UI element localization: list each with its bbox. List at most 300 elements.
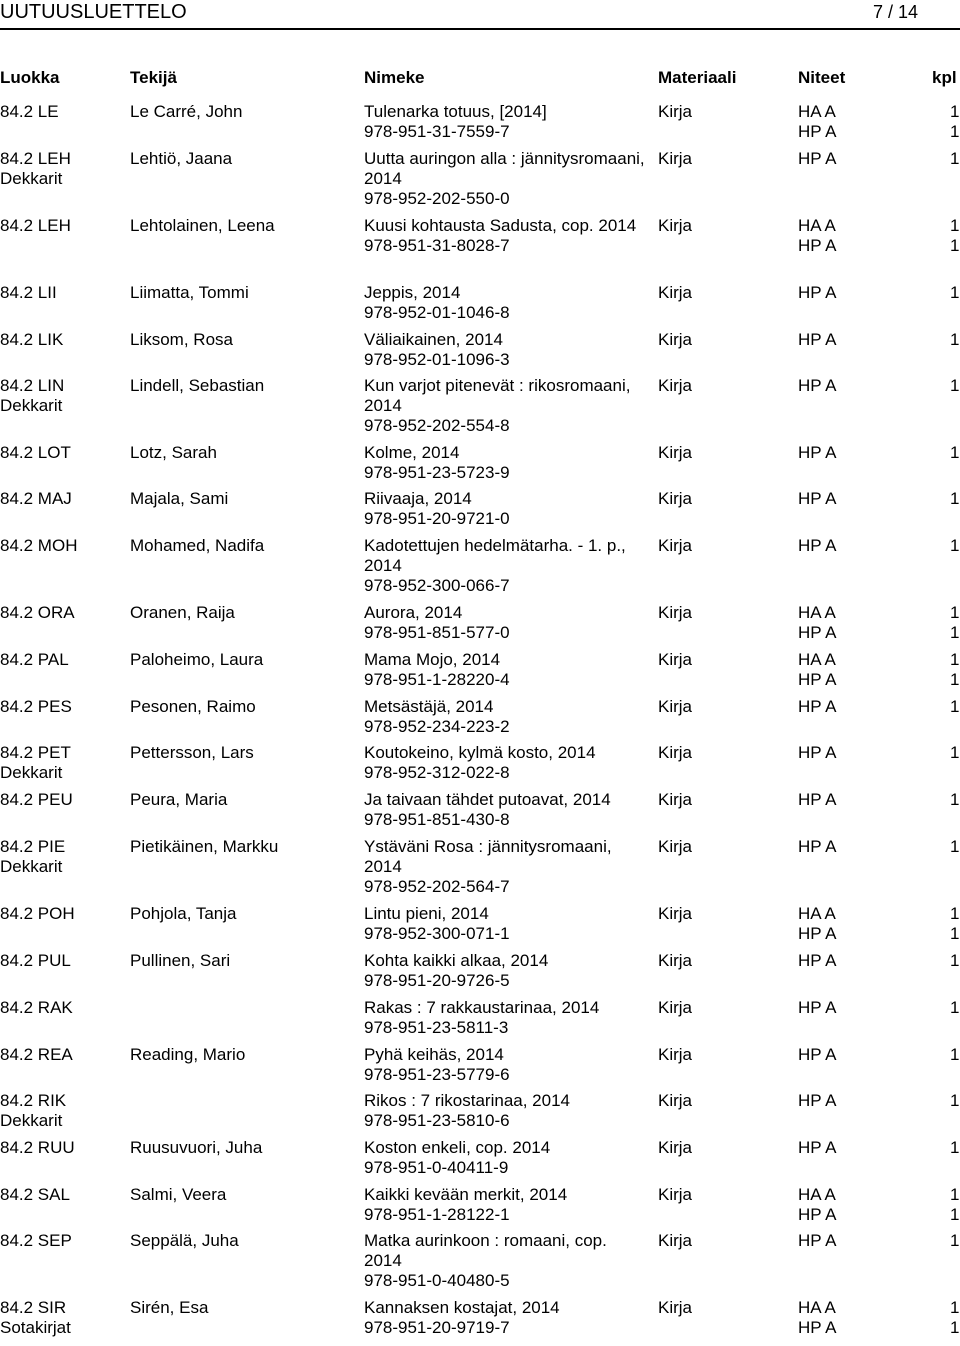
location-line: HP A: [798, 443, 837, 462]
isbn-text: 978-952-312-022-8: [364, 763, 510, 782]
column-header-kpl: kpl: [932, 68, 957, 87]
luokka-line: 84.2 SIR: [0, 1298, 67, 1317]
title-cell: [364, 536, 649, 596]
luokka-line: 84.2 SAL: [0, 1185, 70, 1204]
location-line: HA A: [798, 650, 836, 669]
author-cell: Oranen, Raija: [130, 603, 235, 622]
luokka-line: Dekkarit: [0, 1111, 63, 1130]
location-line: HP A: [798, 623, 837, 642]
title-text: Väliaikainen, 2014: [364, 330, 503, 349]
author-cell: Lehtiö, Jaana: [130, 149, 233, 168]
luokka-cell: [0, 1298, 71, 1338]
copies-location-cell: [798, 837, 836, 857]
title-cell: [364, 697, 649, 737]
copies-location-cell: [798, 1185, 836, 1225]
luokka-line: Sotakirjat: [0, 1318, 71, 1337]
catalog-row: [0, 697, 960, 743]
count-cell: [950, 790, 959, 810]
material-cell: Kirja: [658, 330, 693, 349]
title-cell: [364, 1185, 649, 1225]
isbn-text: 978-951-20-9726-5: [364, 971, 510, 990]
luokka-cell: [0, 489, 72, 509]
material-cell: Kirja: [658, 149, 693, 168]
location-line: HP A: [798, 1091, 837, 1110]
title-cell: [364, 1231, 649, 1291]
title-text: Koston enkeli, cop. 2014: [364, 1138, 551, 1157]
column-header-niteet: Niteet: [798, 68, 846, 87]
title-cell: [364, 489, 649, 529]
isbn-text: 978-951-851-430-8: [364, 810, 510, 829]
title-text: Kohta kaikki alkaa, 2014: [364, 951, 549, 970]
catalog-row: [0, 536, 960, 603]
copies-location-cell: [798, 650, 836, 690]
title-cell: [364, 951, 649, 991]
material-cell: Kirja: [658, 998, 693, 1017]
count-cell: [950, 1298, 959, 1338]
isbn-text: 978-951-851-577-0: [364, 623, 510, 642]
author-cell: Lotz, Sarah: [130, 443, 217, 462]
count-line: 1: [950, 1091, 960, 1110]
location-line: HP A: [798, 376, 837, 395]
count-line: 1: [950, 1298, 960, 1317]
catalog-row: [0, 216, 960, 283]
material-cell: Kirja: [658, 443, 693, 462]
luokka-cell: [0, 837, 65, 877]
catalog-row: [0, 489, 960, 536]
location-line: HP A: [798, 536, 837, 555]
title-cell: [364, 149, 649, 209]
author-cell: Reading, Mario: [130, 1045, 246, 1064]
location-line: HP A: [798, 122, 837, 141]
catalog-row: [0, 904, 960, 951]
count-line: 1: [950, 904, 960, 923]
material-cell: Kirja: [658, 1138, 693, 1157]
location-line: HP A: [798, 1318, 837, 1337]
material-cell: Kirja: [658, 283, 693, 302]
copies-location-cell: [798, 330, 836, 350]
material-cell: Kirja: [658, 650, 693, 669]
page-title: UUTUUSLUETTELO: [0, 1, 187, 23]
location-line: HP A: [798, 1205, 837, 1224]
material-cell: Kirja: [658, 536, 693, 555]
luokka-line: 84.2 REA: [0, 1045, 73, 1064]
location-line: HP A: [798, 283, 837, 302]
count-line: 1: [950, 489, 960, 508]
count-cell: [950, 1091, 959, 1111]
copies-location-cell: [798, 1091, 836, 1111]
material-cell: Kirja: [658, 790, 693, 809]
copies-location-cell: [798, 904, 836, 944]
location-line: HP A: [798, 790, 837, 809]
title-text: Aurora, 2014: [364, 603, 463, 622]
author-cell: Seppälä, Juha: [130, 1231, 239, 1250]
count-cell: [950, 443, 959, 463]
title-text: Mama Mojo, 2014: [364, 650, 501, 669]
luokka-cell: [0, 1185, 70, 1205]
author-cell: Mohamed, Nadifa: [130, 536, 265, 555]
count-cell: [950, 330, 959, 350]
copies-location-cell: [798, 376, 836, 396]
title-text: Kannaksen kostajat, 2014: [364, 1298, 560, 1317]
luokka-cell: [0, 1045, 73, 1065]
title-text: Pyhä keihäs, 2014: [364, 1045, 504, 1064]
count-line: 1: [950, 1205, 960, 1224]
copies-location-cell: [798, 603, 836, 643]
luokka-cell: [0, 1138, 75, 1158]
title-text: Kun varjot pitenevät : rikosromaani, 2014: [364, 376, 631, 415]
location-line: HP A: [798, 924, 837, 943]
material-cell: Kirja: [658, 1045, 693, 1064]
catalog-row: [0, 283, 960, 330]
column-header-luokka: Luokka: [0, 68, 60, 87]
author-cell: Liimatta, Tommi: [130, 283, 249, 302]
count-line: 1: [950, 536, 960, 555]
title-text: Koutokeino, kylmä kosto, 2014: [364, 743, 596, 762]
title-text: Kolme, 2014: [364, 443, 460, 462]
column-header-tekija: Tekijä: [130, 68, 177, 87]
title-text: Riivaaja, 2014: [364, 489, 472, 508]
title-cell: [364, 443, 649, 483]
author-cell: Salmi, Veera: [130, 1185, 227, 1204]
title-cell: [364, 998, 649, 1038]
luokka-cell: [0, 376, 64, 416]
title-text: Tulenarka totuus, [2014]: [364, 102, 547, 121]
copies-location-cell: [798, 489, 836, 509]
material-cell: Kirja: [658, 1231, 693, 1250]
luokka-line: Dekkarit: [0, 169, 63, 188]
luokka-line: 84.2 SEP: [0, 1231, 72, 1250]
title-cell: [364, 650, 649, 690]
luokka-line: 84.2 PET: [0, 743, 71, 762]
isbn-text: 978-952-234-223-2: [364, 717, 510, 736]
title-text: Uutta auringon alla : jännitysromaani, 2014: [364, 149, 645, 188]
author-cell: Ruusuvuori, Juha: [130, 1138, 263, 1157]
material-cell: Kirja: [658, 743, 693, 762]
luokka-cell: [0, 102, 59, 122]
luokka-line: 84.2 MOH: [0, 536, 78, 555]
count-line: 1: [950, 236, 960, 255]
catalog-row: [0, 1298, 960, 1346]
isbn-text: 978-952-300-066-7: [364, 576, 510, 595]
material-cell: Kirja: [658, 489, 693, 508]
location-line: HA A: [798, 603, 836, 622]
title-text: Metsästäjä, 2014: [364, 697, 494, 716]
luokka-cell: [0, 1091, 66, 1131]
count-line: 1: [950, 149, 960, 168]
title-cell: [364, 102, 649, 142]
isbn-text: 978-952-202-554-8: [364, 416, 510, 435]
title-cell: [364, 904, 649, 944]
catalog-row: [0, 1185, 960, 1231]
title-cell: [364, 376, 649, 436]
count-cell: [950, 216, 959, 256]
count-cell: [950, 376, 959, 396]
luokka-line: 84.2 LOT: [0, 443, 71, 462]
catalog-row: [0, 1091, 960, 1138]
count-cell: [950, 837, 959, 857]
count-cell: [950, 149, 959, 169]
title-cell: [364, 1138, 649, 1178]
location-line: HP A: [798, 837, 837, 856]
catalog-row: [0, 330, 960, 376]
material-cell: Kirja: [658, 1091, 693, 1110]
luokka-line: 84.2 POH: [0, 904, 75, 923]
author-cell: Lehtolainen, Leena: [130, 216, 275, 235]
isbn-text: 978-951-31-8028-7: [364, 236, 510, 255]
isbn-text: 978-952-202-564-7: [364, 877, 510, 896]
count-cell: [950, 904, 959, 944]
copies-location-cell: [798, 1231, 836, 1251]
title-cell: [364, 790, 649, 830]
luokka-line: 84.2 PUL: [0, 951, 71, 970]
isbn-text: 978-952-01-1046-8: [364, 303, 510, 322]
catalog-row: [0, 1138, 960, 1185]
count-cell: [950, 697, 959, 717]
count-line: 1: [950, 1138, 960, 1157]
count-line: 1: [950, 623, 960, 642]
count-cell: [950, 489, 959, 509]
luokka-cell: [0, 743, 71, 783]
count-line: 1: [950, 650, 960, 669]
title-text: Kuusi kohtausta Sadusta, cop. 2014: [364, 216, 637, 235]
isbn-text: 978-951-31-7559-7: [364, 122, 510, 141]
author-cell: Paloheimo, Laura: [130, 650, 264, 669]
catalog-row: [0, 650, 960, 697]
catalog-list: [0, 102, 960, 1346]
count-cell: [950, 1138, 959, 1158]
copies-location-cell: [798, 216, 836, 256]
count-line: 1: [950, 697, 960, 716]
location-line: HP A: [798, 951, 837, 970]
copies-location-cell: [798, 1045, 836, 1065]
count-cell: [950, 1045, 959, 1065]
luokka-cell: [0, 149, 71, 189]
luokka-line: 84.2 MAJ: [0, 489, 72, 508]
catalog-row: [0, 790, 960, 837]
location-line: HA A: [798, 1298, 836, 1317]
title-cell: [364, 216, 649, 256]
luokka-cell: [0, 443, 71, 463]
luokka-cell: [0, 330, 63, 350]
isbn-text: 978-951-0-40411-9: [364, 1158, 509, 1177]
isbn-text: 978-951-20-9719-7: [364, 1318, 510, 1337]
luokka-line: 84.2 LEH: [0, 149, 71, 168]
author-cell: Le Carré, John: [130, 102, 243, 121]
count-cell: [950, 536, 959, 556]
author-cell: Pohjola, Tanja: [130, 904, 237, 923]
luokka-line: 84.2 RAK: [0, 998, 73, 1017]
count-cell: [950, 1231, 959, 1251]
catalog-row: [0, 743, 960, 790]
count-line: 1: [950, 998, 960, 1017]
isbn-text: 978-951-23-5779-6: [364, 1065, 510, 1084]
location-line: HA A: [798, 216, 836, 235]
luokka-line: Dekkarit: [0, 857, 63, 876]
location-line: HP A: [798, 236, 837, 255]
title-cell: [364, 603, 649, 643]
copies-location-cell: [798, 149, 836, 169]
luokka-line: 84.2 LE: [0, 102, 59, 121]
location-line: HP A: [798, 1231, 837, 1250]
title-cell: [364, 1045, 649, 1085]
location-line: HP A: [798, 670, 837, 689]
isbn-text: 978-951-1-28220-4: [364, 670, 510, 689]
title-cell: [364, 1091, 649, 1131]
catalog-row: [0, 603, 960, 650]
author-cell: Pietikäinen, Markku: [130, 837, 279, 856]
copies-location-cell: [798, 1138, 836, 1158]
catalog-row: [0, 102, 960, 149]
location-line: HP A: [798, 697, 837, 716]
isbn-text: 978-951-0-40480-5: [364, 1271, 510, 1290]
title-rule: [0, 28, 960, 30]
count-line: 1: [950, 330, 960, 349]
luokka-cell: [0, 697, 72, 717]
title-cell: [364, 743, 649, 783]
luokka-line: Dekkarit: [0, 763, 63, 782]
title-text: Ystäväni Rosa : jännitysromaani, 2014: [364, 837, 612, 876]
isbn-text: 978-951-23-5723-9: [364, 463, 510, 482]
location-line: HA A: [798, 904, 836, 923]
title-text: Matka aurinkoon : romaani, cop. 2014: [364, 1231, 607, 1270]
copies-location-cell: [798, 1298, 836, 1338]
material-cell: Kirja: [658, 951, 693, 970]
count-line: 1: [950, 1231, 960, 1250]
title-cell: [364, 330, 649, 370]
isbn-text: 978-952-202-550-0: [364, 189, 510, 208]
title-text: Kaikki kevään merkit, 2014: [364, 1185, 568, 1204]
isbn-text: 978-952-01-1096-3: [364, 350, 510, 369]
column-header-row: [0, 68, 960, 88]
count-line: 1: [950, 216, 960, 235]
location-line: HP A: [798, 743, 837, 762]
count-line: 1: [950, 376, 960, 395]
luokka-cell: [0, 998, 73, 1018]
catalog-row: [0, 951, 960, 998]
luokka-cell: [0, 216, 71, 236]
count-cell: [950, 1185, 959, 1225]
author-cell: Liksom, Rosa: [130, 330, 233, 349]
copies-location-cell: [798, 743, 836, 763]
location-line: HP A: [798, 489, 837, 508]
luokka-cell: [0, 536, 77, 556]
location-line: HP A: [798, 149, 837, 168]
count-line: 1: [950, 951, 960, 970]
location-line: HA A: [798, 1185, 836, 1204]
catalog-row: [0, 1045, 960, 1091]
count-line: 1: [950, 743, 960, 762]
luokka-line: 84.2 LEH: [0, 216, 71, 235]
luokka-line: 84.2 RIK: [0, 1091, 67, 1110]
material-cell: Kirja: [658, 102, 693, 121]
isbn-text: 978-951-20-9721-0: [364, 509, 510, 528]
isbn-text: 978-951-1-28122-1: [364, 1205, 510, 1224]
title-text: Kadotettujen hedelmätarha. - 1. p., 2014: [364, 536, 626, 575]
author-cell: Majala, Sami: [130, 489, 229, 508]
count-line: 1: [950, 1318, 960, 1337]
material-cell: Kirja: [658, 904, 693, 923]
material-cell: Kirja: [658, 1185, 693, 1204]
count-line: 1: [950, 670, 960, 689]
author-cell: Lindell, Sebastian: [130, 376, 265, 395]
copies-location-cell: [798, 951, 836, 971]
title-cell: [364, 283, 649, 323]
count-line: 1: [950, 603, 960, 622]
material-cell: Kirja: [658, 837, 693, 856]
isbn-text: 978-951-23-5810-6: [364, 1111, 510, 1130]
catalog-row: [0, 376, 960, 443]
title-text: Rakas : 7 rakkaustarinaa, 2014: [364, 998, 600, 1017]
luokka-cell: [0, 603, 75, 623]
copies-location-cell: [798, 283, 836, 303]
luokka-line: 84.2 LII: [0, 283, 57, 302]
catalog-row: [0, 837, 960, 904]
luokka-line: 84.2 RUU: [0, 1138, 75, 1157]
copies-location-cell: [798, 102, 836, 142]
count-cell: [950, 743, 959, 763]
page-number: 7 / 14: [872, 2, 918, 22]
luokka-cell: [0, 904, 75, 924]
material-cell: Kirja: [658, 1298, 693, 1317]
title-text: Jeppis, 2014: [364, 283, 461, 302]
count-line: 1: [950, 1045, 960, 1064]
material-cell: Kirja: [658, 376, 693, 395]
luokka-line: 84.2 LIK: [0, 330, 64, 349]
author-cell: Pettersson, Lars: [130, 743, 254, 762]
copies-location-cell: [798, 443, 836, 463]
location-line: HP A: [798, 330, 837, 349]
title-text: Rikos : 7 rikostarinaa, 2014: [364, 1091, 570, 1110]
luokka-line: 84.2 ORA: [0, 603, 75, 622]
count-line: 1: [950, 1185, 960, 1204]
copies-location-cell: [798, 998, 836, 1018]
location-line: HA A: [798, 102, 836, 121]
location-line: HP A: [798, 1138, 837, 1157]
column-header-nimeke: Nimeke: [364, 68, 425, 87]
luokka-cell: [0, 650, 69, 670]
count-cell: [950, 998, 959, 1018]
copies-location-cell: [798, 790, 836, 810]
luokka-cell: [0, 790, 73, 810]
luokka-line: Dekkarit: [0, 396, 63, 415]
author-cell: Pullinen, Sari: [130, 951, 231, 970]
count-line: 1: [950, 102, 960, 121]
material-cell: Kirja: [658, 216, 693, 235]
location-line: HP A: [798, 1045, 837, 1064]
luokka-line: 84.2 PIE: [0, 837, 66, 856]
count-cell: [950, 951, 959, 971]
author-cell: Sirén, Esa: [130, 1298, 209, 1317]
luokka-line: 84.2 LIN: [0, 376, 65, 395]
count-cell: [950, 603, 959, 643]
luokka-cell: [0, 283, 57, 303]
count-line: 1: [950, 837, 960, 856]
title-text: Lintu pieni, 2014: [364, 904, 489, 923]
location-line: HP A: [798, 998, 837, 1017]
count-line: 1: [950, 790, 960, 809]
material-cell: Kirja: [658, 697, 693, 716]
author-cell: Peura, Maria: [130, 790, 228, 809]
copies-location-cell: [798, 697, 836, 717]
count-cell: [950, 283, 959, 303]
author-cell: Pesonen, Raimo: [130, 697, 256, 716]
count-cell: [950, 102, 959, 142]
isbn-text: 978-951-23-5811-3: [364, 1018, 509, 1037]
count-line: 1: [950, 443, 960, 462]
luokka-line: 84.2 PEU: [0, 790, 73, 809]
count-line: 1: [950, 122, 960, 141]
copies-location-cell: [798, 536, 836, 556]
